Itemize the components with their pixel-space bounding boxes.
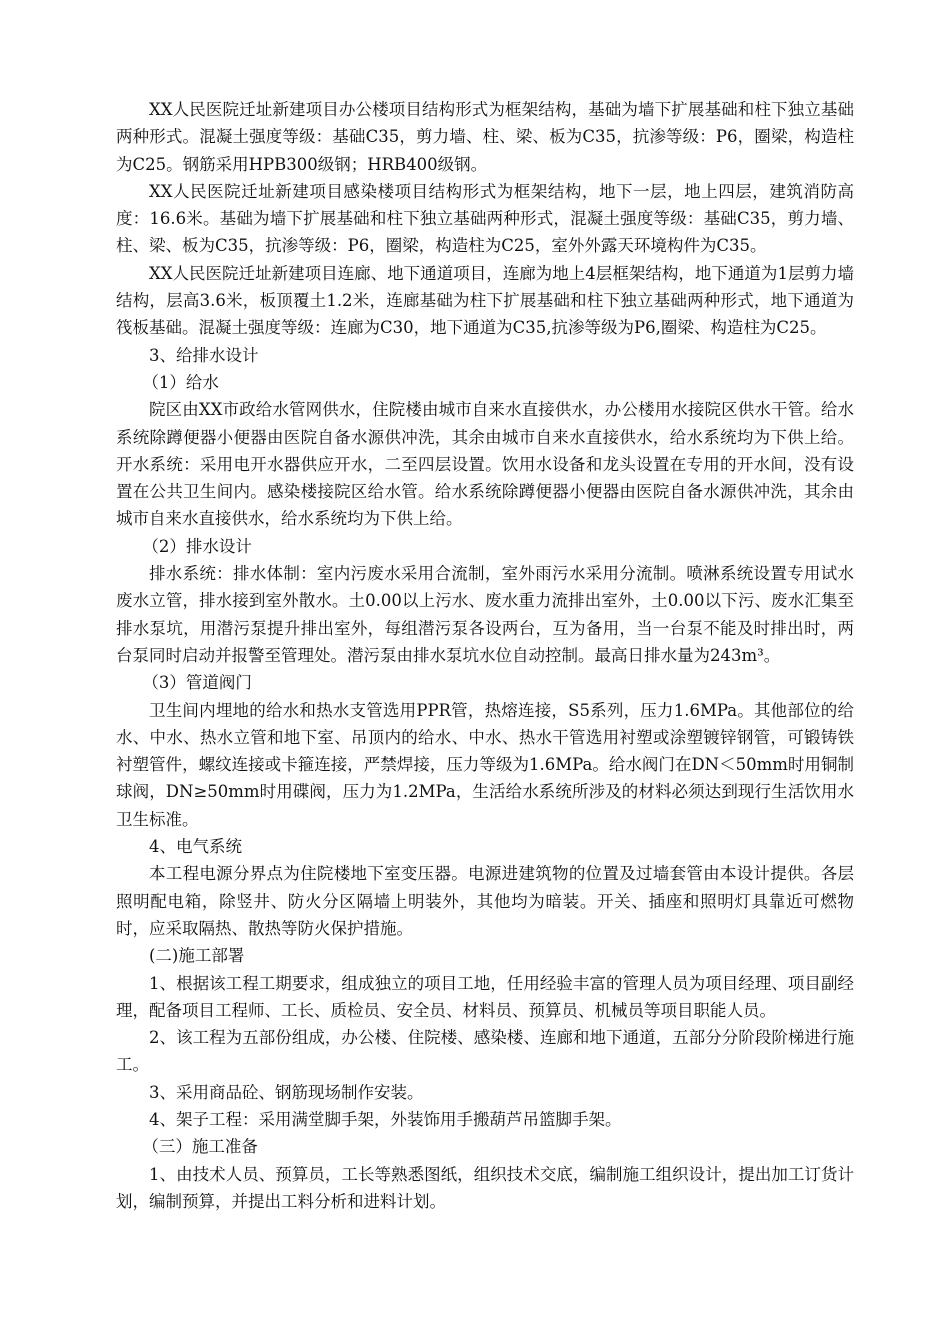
paragraph-deployment-item-4: 4、架子工程：采用满堂脚手架，外装饰用手搬葫芦吊篮脚手架。 (149, 1109, 622, 1129)
subheading-pipes-valves: （3）管道阀门 (142, 673, 252, 693)
paragraph-electrical-system: 本工程电源分界点为住院楼地下室变压器。电源进建筑物的位置及过墙套管由本设计提供。各层照明配电箱，除竖井、防火分区隔墙上明装外，其他均为暗装。开关、插座和照明灯具靠近可燃物时，应采取隔热、散热等防火保护措施。 (116, 864, 854, 938)
paragraph-deployment-item-2: 2、该工程为五部份组成，办公楼、住院楼、感染楼、连廊和地下通道，五部分分阶段阶梯进行施工。 (116, 1028, 854, 1075)
heading-water-supply-drainage: 3、给排水设计 (149, 345, 259, 365)
subheading-water-supply: （1）给水 (142, 372, 219, 392)
subheading-construction-preparation: （三）施工准备 (142, 1137, 258, 1157)
paragraph-corridor-tunnel-structure: XX人民医院迁址新建项目连廊、地下通道项目，连廊为地上4层框架结构，地下通道为1层剪力墙结构，层高3.6米，板顶覆土1.2米，连廊基础为柱下扩展基础和柱下独立基础两种形式，地下通道为筏板基础。混凝土强度等级：连廊为C30，地下通道为C35,抗渗等级为P6,圈梁、构造柱为C25。 (116, 263, 854, 338)
paragraph-deployment-item-3: 3、采用商品砼、钢筋现场制作安装。 (149, 1082, 424, 1102)
subheading-drainage-design: （2）排水设计 (142, 536, 252, 556)
paragraph-pipes-valves: 卫生间内埋地的给水和热水支管选用PPR管，热熔连接，S5系列，压力1.6MPa。其他部位的给水、中水、热水立管和地下室、吊顶内的给水、中水、热水干管选用衬塑或涂塑镀锌钢管，可锻铸铁衬塑管件，螺纹连接或卡箍连接，严禁焊接，压力等级为1.6MPa。给水阀门在DN＜50mm时用铜制球阀，DN≥50mm时用碟阀，压力为1.2MPa，生活给水系统所涉及的材料必须达到现行生活饮用水卫生标准。 (116, 700, 854, 829)
heading-construction-deployment: (二)施工部署 (149, 946, 245, 966)
paragraph-water-supply: 院区由XX市政给水管网供水，住院楼由城市自来水直接供水，办公楼用水接院区供水干管。给水系统除蹲便器小便器由医院自备水源供冲洗，其余由城市自来水直接供水，给水系统均为下供上给。开水系统：采用电开水器供应开水，二至四层设置。饮用水设备和龙头设置在专用的开水间，没有设置在公共卫生间内。感染楼接院区给水管。给水系统除蹲便器小便器由医院自备水源供冲洗，其余由城市自来水直接供水，给水系统均为下供上给。 (116, 400, 854, 529)
paragraph-office-building-structure: XX人民医院迁址新建项目办公楼项目结构形式为框架结构，基础为墙下扩展基础和柱下独立基础两种形式。混凝土强度等级：基础C35，剪力墙、柱、梁、板为C35，抗渗等级：P6，圈梁，构造柱为C25。钢筋采用HPB300级钢；HRB400级钢。 (116, 100, 854, 174)
paragraph-infection-building-structure: XX人民医院迁址新建项目感染楼项目结构形式为框架结构，地下一层，地上四层，建筑消防高度：16.6米。基础为墙下扩展基础和柱下独立基础两种形式，混凝土强度等级：基础C35，剪力墙、柱、梁、板为C35，抗渗等级：P6，圈梁，构造柱为C25，室外外露天环境构件为C35。 (116, 181, 854, 256)
heading-electrical-system: 4、电气系统 (149, 837, 242, 857)
paragraph-preparation-item-1: 1、由技术人员、预算员，工长等熟悉图纸，组织技术交底，编制施工组织设计，提出加工订货计划，编制预算，并提出工料分析和进料计划。 (116, 1164, 854, 1211)
paragraph-drainage-design: 排水系统：排水体制：室内污废水采用合流制，室外雨污水采用分流制。喷淋系统设置专用试水废水立管，排水接到室外散水。土0.00以上污水、废水重力流排出室外，土0.00以下污、废水汇集至排水泵坑，用潜污泵提升排出室外，每组潜污泵各设两台，互为备用，当一台泵不能及时排出时，两台泵同时启动并报警至管理处。潜污泵由排水泵坑水位自动控制。最高日排水量为243m³。 (116, 564, 854, 665)
paragraph-deployment-item-1: 1、根据该工程工期要求，组成独立的项目工地，任用经验丰富的管理人员为项目经理、项目副经理，配备项目工程师、工长、质检员、安全员、材料员、预算员、机械员等项目职能人员。 (116, 973, 854, 1020)
document-page (116, 96, 854, 1215)
